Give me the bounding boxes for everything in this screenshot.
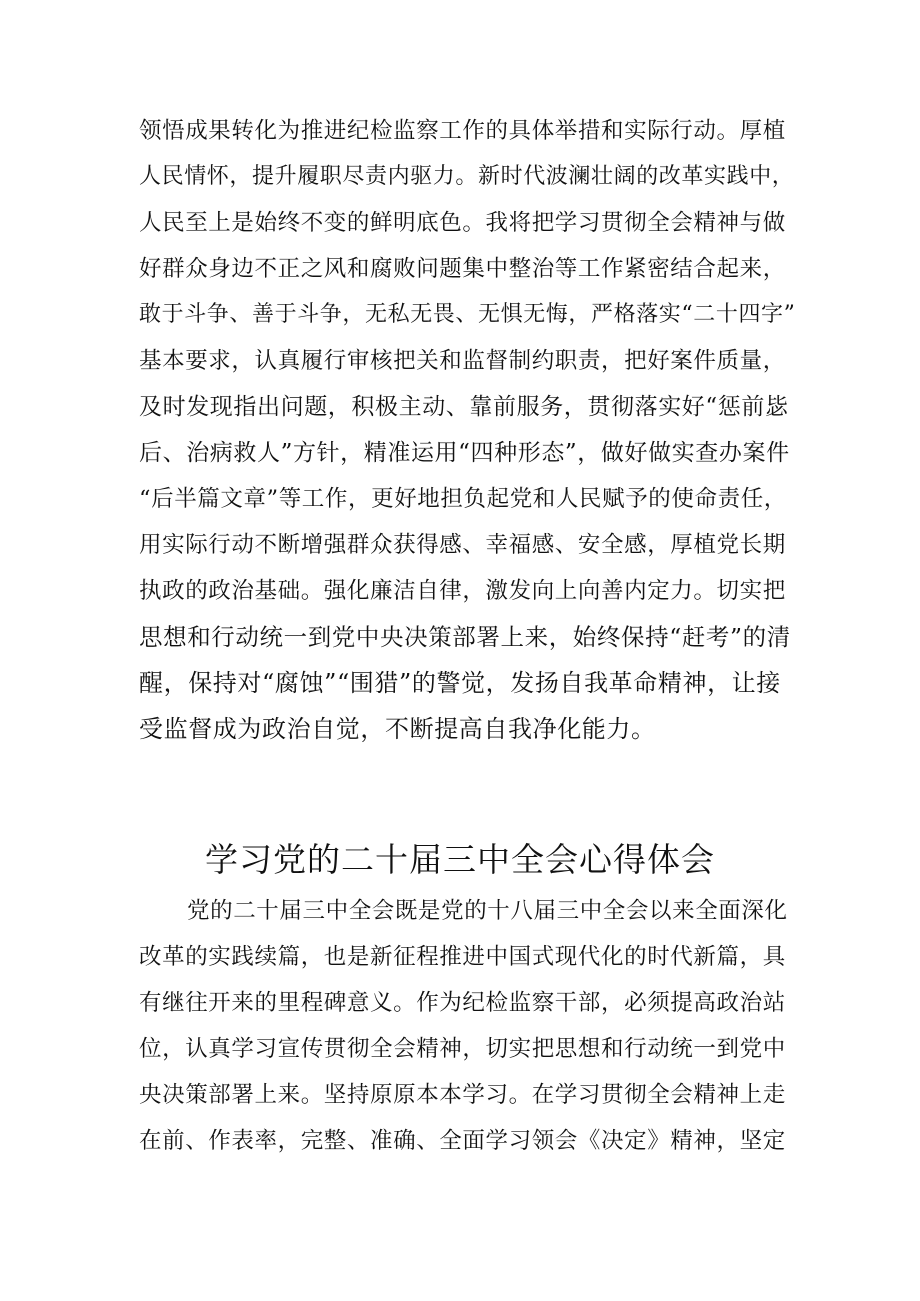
text-line: 受监督成为政治自觉，不断提高自我净化能力。 [139,715,656,743]
text-line: 及时发现指出问题，积极主动、靠前服务，贯彻落实好“惩前毖 [139,394,789,420]
text-line: 有继往开来的里程碑意义。作为纪检监察干部，必须提高政治站 [139,990,786,1016]
text-line: 领悟成果转化为推进纪检监察工作的具体举措和实际行动。厚植 [139,118,786,144]
section-title: 学习党的二十届三中全会心得体会 [205,840,715,879]
text-line: 敢于斗争、善于斗争，无私无畏、无惧无悔，严格落实“二十四字” [139,302,796,327]
text-line: 后、治病救人”方针，精准运用“四种形态”，做好做实查办案件 [139,440,790,466]
text-line: 思想和行动统一到党中央决策部署上来，始终保持“赶考”的清 [139,623,791,651]
text-line: 人民至上是始终不变的鲜明底色。我将把学习贯彻全会精神与做 [139,210,786,236]
text-line: 用实际行动不断增强群众获得感、幸福感、安全感，厚植党长期 [139,532,786,558]
text-line: 好群众身边不正之风和腐败问题集中整治等工作紧密结合起来， [139,256,786,282]
text-line: 在前、作表率，完整、准确、全面学习领会《决定》精神，坚定 [139,1128,786,1154]
text-line: 人民情怀，提升履职尽责内驱力。新时代波澜壮阔的改革实践中， [139,164,795,189]
text-line: “后半篇文章”等工作，更好地担负起党和人民赋予的使命责任， [139,486,787,512]
text-line: 位，认真学习宣传贯彻全会精神，切实把思想和行动统一到党中 [139,1036,786,1062]
text-line: 改革的实践续篇，也是新征程推进中国式现代化的时代新篇，具 [139,944,786,970]
text-line: 央决策部署上来。坚持原原本本学习。在学习贯彻全会精神上走 [139,1082,786,1108]
text-line: 党的二十届三中全会既是党的十八届三中全会以来全面深化 [187,898,788,924]
text-line: 执政的政治基础。强化廉洁自律，激发向上向善内定力。切实把 [139,578,786,604]
text-line: 基本要求，认真履行审核把关和监督制约职责，把好案件质量， [139,348,786,374]
text-line: 醒，保持对“腐蚀”“围猎”的警觉，发扬自我革命精神，让接 [139,669,781,697]
